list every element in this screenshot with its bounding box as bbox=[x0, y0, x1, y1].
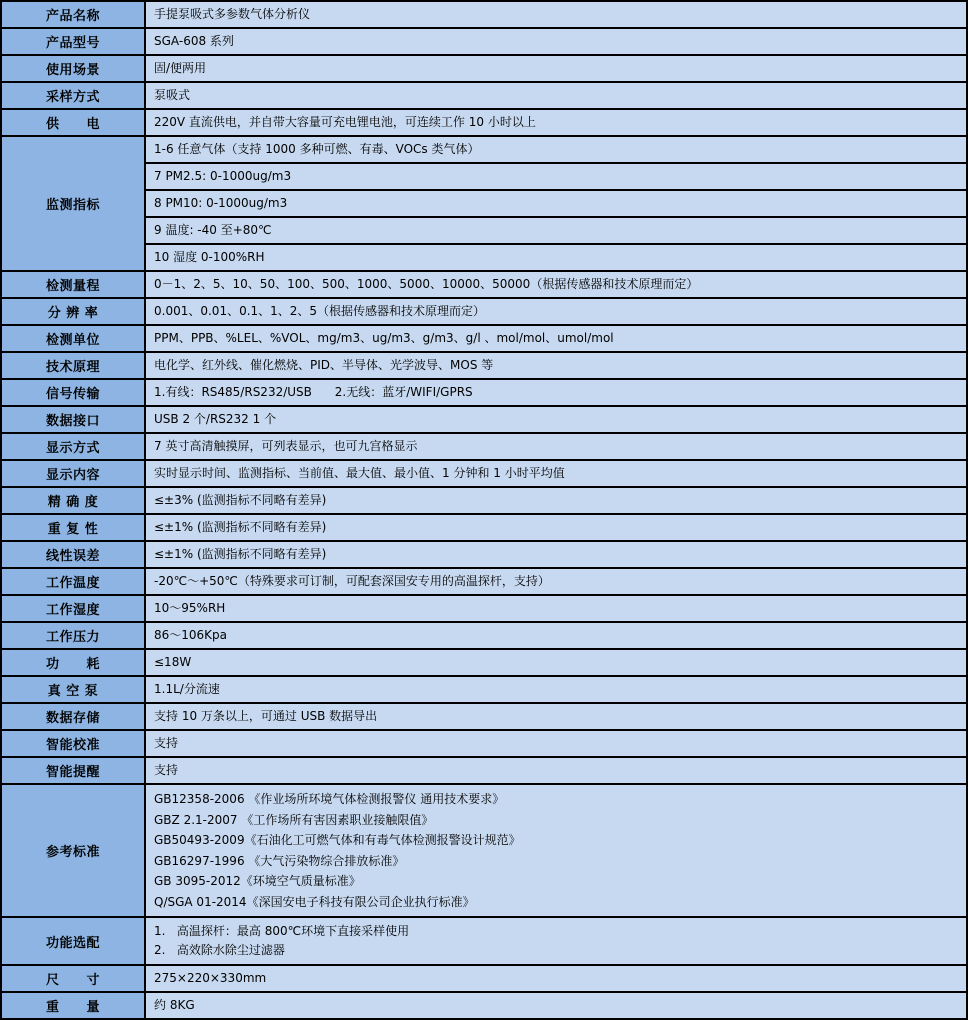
spec-value-tech-principle: 电化学、红外线、催化燃烧、PID、半导体、光学波导、MOS 等 bbox=[145, 352, 967, 379]
spec-value-display-content: 实时显示时间、监测指标、当前值、最大值、最小值、1 分钟和 1 小时平均值 bbox=[145, 460, 967, 487]
spec-label-data-storage: 数据存储 bbox=[1, 703, 145, 730]
spec-value-line: Q/SGA 01-2014《深国安电子科技有限公司企业执行标准》 bbox=[154, 894, 475, 909]
spec-label-display-content: 显示内容 bbox=[1, 460, 145, 487]
table-row bbox=[1, 55, 967, 82]
spec-label-detection-unit: 检测单位 bbox=[1, 325, 145, 352]
table-row bbox=[1, 649, 967, 676]
spec-value-working-pressure: 86～106Kpa bbox=[145, 622, 967, 649]
table-row bbox=[1, 271, 967, 298]
table-row bbox=[1, 1, 967, 28]
spec-value-data-interface: USB 2 个/RS232 1 个 bbox=[145, 406, 967, 433]
spec-label-usage-scene: 使用场景 bbox=[1, 55, 145, 82]
spec-label-tech-principle: 技术原理 bbox=[1, 352, 145, 379]
spec-value-line: GB12358-2006 《作业场所环境气体检测报警仪 通用技术要求》 bbox=[154, 792, 505, 806]
table-row bbox=[1, 676, 967, 703]
spec-value-linearity-error: ≤±1% (监测指标不同略有差异) bbox=[145, 541, 967, 568]
spec-value-line: GB 3095-2012《环境空气质量标准》 bbox=[154, 874, 361, 888]
spec-value-accuracy: ≤±3% (监测指标不同略有差异) bbox=[145, 487, 967, 514]
spec-value-detection-range: 0－1、2、5、10、50、100、500、1000、5000、10000、50000（根据传感器和技术原理而定） bbox=[145, 271, 967, 298]
spec-value-dimensions: 275×220×330mm bbox=[145, 965, 967, 992]
spec-value-monitor-indicators-4: 10 湿度 0-100%RH bbox=[145, 244, 967, 271]
spec-value-power-consumption: ≤18W bbox=[145, 649, 967, 676]
table-row bbox=[1, 244, 967, 271]
spec-value-product-name: 手提泵吸式多参数气体分析仪 bbox=[145, 1, 967, 28]
table-row bbox=[1, 460, 967, 487]
spec-label-detection-range: 检测量程 bbox=[1, 271, 145, 298]
spec-label-working-temperature: 工作温度 bbox=[1, 568, 145, 595]
table-row bbox=[1, 136, 967, 163]
spec-value-working-temperature: -20℃～+50℃（特殊要求可订制，可配套深国安专用的高温探杆，支持） bbox=[145, 568, 967, 595]
spec-value-data-storage: 支持 10 万条以上，可通过 USB 数据导出 bbox=[145, 703, 967, 730]
spec-value-line: 1. 高温探杆：最高 800℃环境下直接采样使用 bbox=[154, 924, 410, 938]
spec-value-detection-unit: PPM、PPB、%LEL、%VOL、mg/m3、ug/m3、g/m3、g/l 、mol/mol、umol/mol bbox=[145, 325, 967, 352]
spec-value-display-mode: 7 英寸高清触摸屏，可列表显示，也可九宫格显示 bbox=[145, 433, 967, 460]
table-row bbox=[1, 917, 967, 965]
table-row bbox=[1, 406, 967, 433]
spec-label-repeatability: 重 复 性 bbox=[1, 514, 145, 541]
spec-value-reference-standards bbox=[145, 784, 967, 917]
table-row bbox=[1, 82, 967, 109]
table-row bbox=[1, 514, 967, 541]
spec-label-smart-calibration: 智能校准 bbox=[1, 730, 145, 757]
table-row bbox=[1, 568, 967, 595]
table-row bbox=[1, 433, 967, 460]
spec-label-signal-transmission: 信号传输 bbox=[1, 379, 145, 406]
spec-value-sampling-method: 泵吸式 bbox=[145, 82, 967, 109]
table-row bbox=[1, 28, 967, 55]
spec-label-power-supply: 供 电 bbox=[1, 109, 145, 136]
spec-value-product-model: SGA-608 系列 bbox=[145, 28, 967, 55]
spec-value-line: GB16297-1996 《大气污染物综合排放标准》 bbox=[154, 853, 405, 868]
table-row bbox=[1, 109, 967, 136]
spec-value-resolution: 0.001、0.01、0.1、1、2、5（根据传感器和技术原理而定） bbox=[145, 298, 967, 325]
table-row bbox=[1, 992, 967, 1019]
spec-label-monitor-indicators: 监测指标 bbox=[1, 136, 145, 271]
spec-label-product-model: 产品型号 bbox=[1, 28, 145, 55]
table-row bbox=[1, 622, 967, 649]
spec-label-linearity-error: 线性误差 bbox=[1, 541, 145, 568]
spec-label-resolution: 分 辨 率 bbox=[1, 298, 145, 325]
spec-value-monitor-indicators-2: 8 PM10: 0-1000ug/m3 bbox=[145, 190, 967, 217]
table-row bbox=[1, 163, 967, 190]
spec-label-working-pressure: 工作压力 bbox=[1, 622, 145, 649]
spec-value-weight: 约 8KG bbox=[145, 992, 967, 1019]
spec-label-working-humidity: 工作湿度 bbox=[1, 595, 145, 622]
spec-label-display-mode: 显示方式 bbox=[1, 433, 145, 460]
table-row bbox=[1, 379, 967, 406]
spec-label-product-name: 产品名称 bbox=[1, 1, 145, 28]
spec-value-smart-calibration: 支持 bbox=[145, 730, 967, 757]
spec-value-working-humidity: 10～95%RH bbox=[145, 595, 967, 622]
spec-label-power-consumption: 功 耗 bbox=[1, 649, 145, 676]
spec-value-power-supply: 220V 直流供电，并自带大容量可充电锂电池，可连续工作 10 小时以上 bbox=[145, 109, 967, 136]
spec-label-data-interface: 数据接口 bbox=[1, 406, 145, 433]
table-row bbox=[1, 757, 967, 784]
spec-label-dimensions: 尺 寸 bbox=[1, 965, 145, 992]
table-row bbox=[1, 784, 967, 917]
table-row bbox=[1, 730, 967, 757]
table-row bbox=[1, 595, 967, 622]
spec-value-line: 2. 高效除水除尘过滤器 bbox=[154, 943, 285, 957]
spec-table-body bbox=[1, 1, 967, 1019]
table-row bbox=[1, 703, 967, 730]
spec-label-sampling-method: 采样方式 bbox=[1, 82, 145, 109]
spec-value-vacuum-pump: 1.1L/分流速 bbox=[145, 676, 967, 703]
table-row bbox=[1, 298, 967, 325]
table-row bbox=[1, 325, 967, 352]
table-row bbox=[1, 352, 967, 379]
spec-label-smart-reminder: 智能提醒 bbox=[1, 757, 145, 784]
spec-value-monitor-indicators-3: 9 温度: -40 至+80℃ bbox=[145, 217, 967, 244]
spec-label-reference-standards: 参考标准 bbox=[1, 784, 145, 917]
table-row bbox=[1, 541, 967, 568]
spec-value-repeatability: ≤±1% (监测指标不同略有差异) bbox=[145, 514, 967, 541]
spec-label-weight: 重 量 bbox=[1, 992, 145, 1019]
table-row bbox=[1, 487, 967, 514]
spec-value-optional-features bbox=[145, 917, 967, 965]
spec-value-line: GB50493-2009《石油化工可燃气体和有毒气体检测报警设计规范》 bbox=[154, 833, 521, 847]
spec-label-accuracy: 精 确 度 bbox=[1, 487, 145, 514]
spec-value-monitor-indicators-1: 7 PM2.5: 0-1000ug/m3 bbox=[145, 163, 967, 190]
spec-value-usage-scene: 固/便两用 bbox=[145, 55, 967, 82]
spec-value-smart-reminder: 支持 bbox=[145, 757, 967, 784]
spec-value-monitor-indicators-0: 1-6 任意气体（支持 1000 多种可燃、有毒、VOCs 类气体） bbox=[145, 136, 967, 163]
spec-value-signal-transmission: 1.有线：RS485/RS232/USB 2.无线：蓝牙/WIFI/GPRS bbox=[145, 379, 967, 406]
table-row bbox=[1, 965, 967, 992]
table-row bbox=[1, 190, 967, 217]
spec-value-line: GBZ 2.1-2007 《工作场所有害因素职业接触限值》 bbox=[154, 812, 434, 827]
spec-label-optional-features: 功能选配 bbox=[1, 917, 145, 965]
spec-label-vacuum-pump: 真 空 泵 bbox=[1, 676, 145, 703]
table-row bbox=[1, 217, 967, 244]
